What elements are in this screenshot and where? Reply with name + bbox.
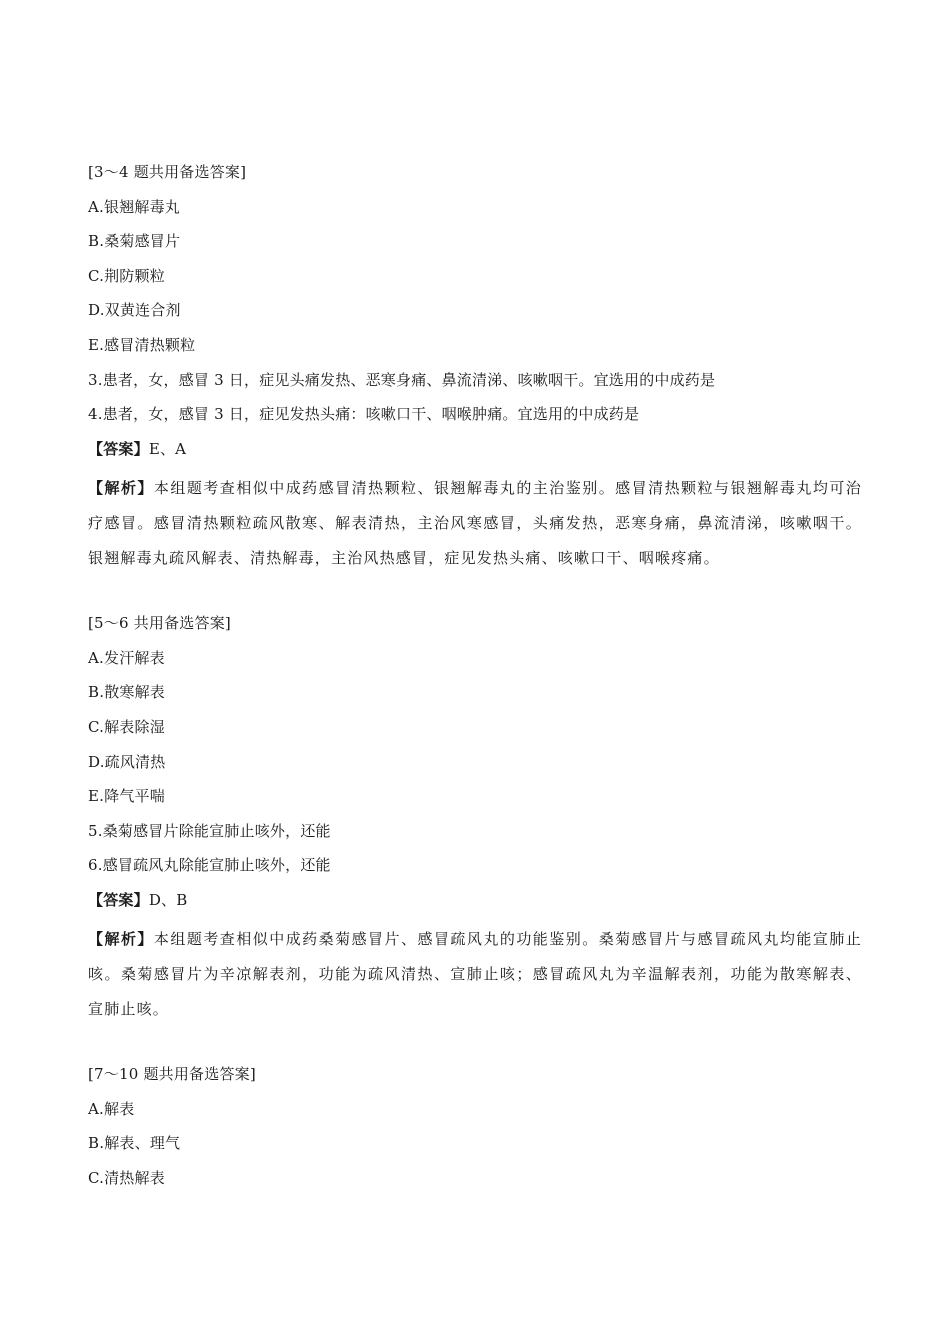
analysis-tag: 【解析】 <box>88 930 154 949</box>
option-d: D.双黄连合剂 <box>88 301 181 320</box>
option-b: B.解表、理气 <box>88 1134 181 1153</box>
option-c: C.荆防颗粒 <box>88 266 165 285</box>
option-b: B.桑菊感冒片 <box>88 232 181 251</box>
option-a: A.银翘解毒丸 <box>88 197 181 216</box>
answer-tag: 【答案】 <box>88 439 149 458</box>
section-spacer <box>88 575 862 611</box>
analysis-tag: 【解析】 <box>88 479 154 498</box>
answer-value: D、B <box>148 890 188 909</box>
question-5: 5.桑菊感冒片除能宣肺止咳外，还能 <box>88 821 331 840</box>
answer-line <box>88 888 862 923</box>
answer-tag: 【答案】 <box>88 890 149 909</box>
analysis-text: 本组题考查相似中成药桑菊感冒片、感冒疏风丸的功能鉴别。桑菊感冒片与感冒疏风丸均能宣肺止咳。桑菊感冒片为辛凉解表剂，功能为疏风清热、宣肺止咳；感冒疏风丸为辛温解表剂，功能为散寒解表、宣肺止咳。 <box>88 930 862 1018</box>
analysis-paragraph <box>88 922 862 1026</box>
question-group-7-10 <box>88 1062 862 1200</box>
analysis-text: 本组题考查相似中成药感冒清热颗粒、银翘解毒丸的主治鉴别。感冒清热颗粒与银翘解毒丸均可治疗感冒。感冒清热颗粒疏风散寒、解表清热，主治风寒感冒，头痛发热，恶寒身痛，鼻流清涕，咳嗽咽干。银翘解毒丸疏风解表、清热解毒，主治风热感冒，症见发热头痛、咳嗽口干、咽喉疼痛。 <box>88 479 862 567</box>
option-c: C.解表除湿 <box>88 717 165 736</box>
question-4: 4.患者，女，感冒 3 日，症见发热头痛：咳嗽口干、咽喉肿痛。宜选用的中成药是 <box>88 405 640 424</box>
group-header: [7～10 题共用备选答案] <box>88 1065 256 1084</box>
option-a: A.解表 <box>88 1099 135 1118</box>
question-group-5-6 <box>88 611 862 1026</box>
section-spacer <box>88 1026 862 1062</box>
option-d: D.疏风清热 <box>88 752 166 771</box>
option-b: B.散寒解表 <box>88 683 165 702</box>
option-a: A.发汗解表 <box>88 648 165 667</box>
option-e: E.感冒清热颗粒 <box>88 335 196 354</box>
analysis-paragraph <box>88 471 862 575</box>
option-c: C.清热解表 <box>88 1169 165 1188</box>
question-6: 6.感冒疏风丸除能宣肺止咳外，还能 <box>88 856 331 875</box>
group-header: [5～6 共用备选答案] <box>88 614 231 633</box>
answer-line <box>88 437 862 472</box>
question-3: 3.患者，女，感冒 3 日，症见头痛发热、恶寒身痛、鼻流清涕、咳嗽咽干。宜选用的中成药是 <box>88 370 716 389</box>
group-header: [3～4 题共用备选答案] <box>88 163 247 181</box>
document-page <box>88 160 862 1201</box>
question-group-3-4 <box>88 160 862 575</box>
option-e: E.降气平喘 <box>88 787 165 806</box>
answer-value: E、A <box>148 439 187 458</box>
